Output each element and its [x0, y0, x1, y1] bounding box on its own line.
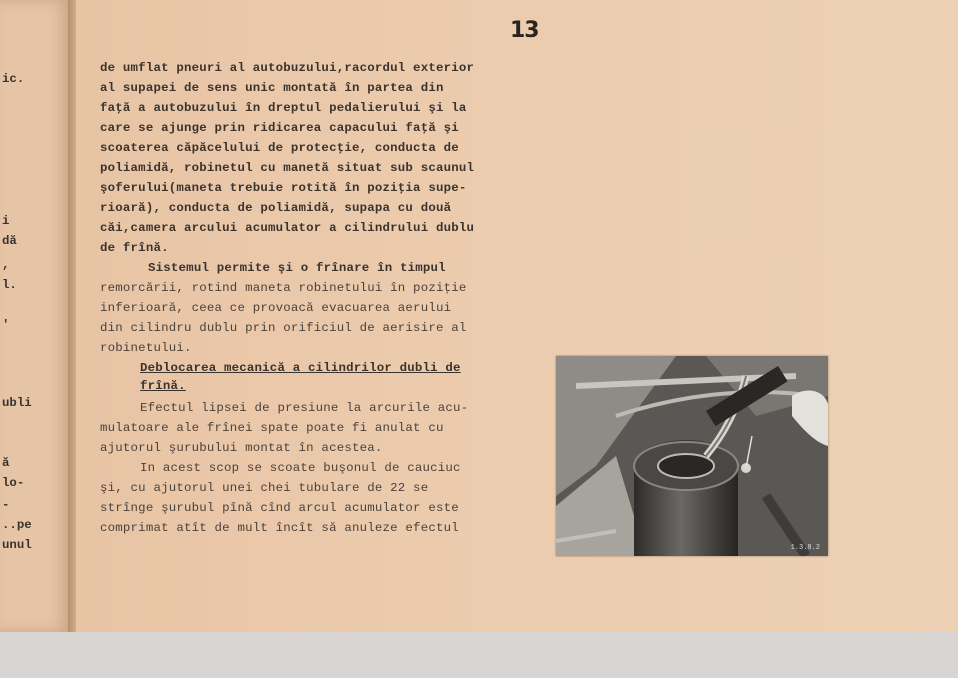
text-line: ajutorul şurubului montat în acestea. — [100, 441, 383, 455]
text-line: poliamidă, robinetul cu manetă situat sub scaunul — [100, 161, 475, 175]
text-line: mulatoare ale frînei spate poate fi anulat cu — [100, 421, 444, 435]
text-line: de umflat pneuri al autobuzului,racordul exterior — [100, 61, 475, 75]
margin-fragment: , — [2, 258, 10, 272]
text-line: faţă a autobuzului în dreptul pedalierului şi la — [100, 101, 467, 115]
brake-cylinder-photo — [556, 356, 828, 556]
text-line: remorcării, rotind maneta robinetului în poziţie — [100, 281, 467, 295]
margin-fragment: lo- — [2, 476, 25, 490]
margin-fragment: l. — [2, 278, 17, 292]
text-line: robinetului. — [100, 341, 192, 355]
text-line: căi,camera arcului acumulator a cilindrului dublu — [100, 221, 475, 235]
text-line: şoferului(maneta trebuie rotită în poziţia supe- — [100, 181, 467, 195]
section-heading: frînă. — [140, 379, 186, 393]
text-line: care se ajunge prin ridicarea capacului faţă şi — [100, 121, 459, 135]
text-line: din cilindru dublu prin orificiul de aerisire al — [100, 321, 467, 335]
text-line: scoaterea căpăcelului de protecţie, conducta de — [100, 141, 459, 155]
margin-fragment: ' — [2, 318, 10, 332]
text-line: al supapei de sens unic montată în partea din — [100, 81, 444, 95]
text-line: inferioară, ceea ce provoacă evacuarea aerului — [100, 301, 452, 315]
text-line: comprimat atît de mult încît să anuleze efectul — [100, 521, 459, 535]
text-line: şi, cu ajutorul unei chei tubulare de 22 se — [100, 481, 429, 495]
text-line: strînge şurubul pînă cînd arcul acumulator este — [100, 501, 459, 515]
left-page — [0, 0, 72, 632]
text-line: rioară), conducta de poliamidă, supapa cu două — [100, 201, 452, 215]
text-line: de frînă. — [100, 241, 169, 255]
scan-background — [0, 632, 958, 678]
margin-fragment: ă — [2, 456, 10, 470]
text-line: Efectul lipsei de presiune la arcurile acu- — [140, 401, 469, 415]
margin-fragment: - — [2, 498, 10, 512]
photo-illustration — [556, 356, 828, 556]
margin-fragment: ic. — [2, 72, 25, 86]
margin-fragment: dă — [2, 234, 17, 248]
margin-fragment: unul — [2, 538, 32, 552]
margin-fragment: i — [2, 214, 10, 228]
page-number: 13 — [510, 18, 539, 43]
text-line: Sistemul permite şi o frînare în timpul — [148, 261, 446, 275]
figure-caption: 1.3.8.2 — [790, 544, 820, 552]
margin-fragment: ubli — [2, 396, 32, 410]
section-heading: Deblocarea mecanică a cilindrilor dubli de — [140, 361, 461, 375]
margin-fragment: ..pe — [2, 518, 32, 532]
text-line: In acest scop se scoate buşonul de cauciuc — [140, 461, 461, 475]
